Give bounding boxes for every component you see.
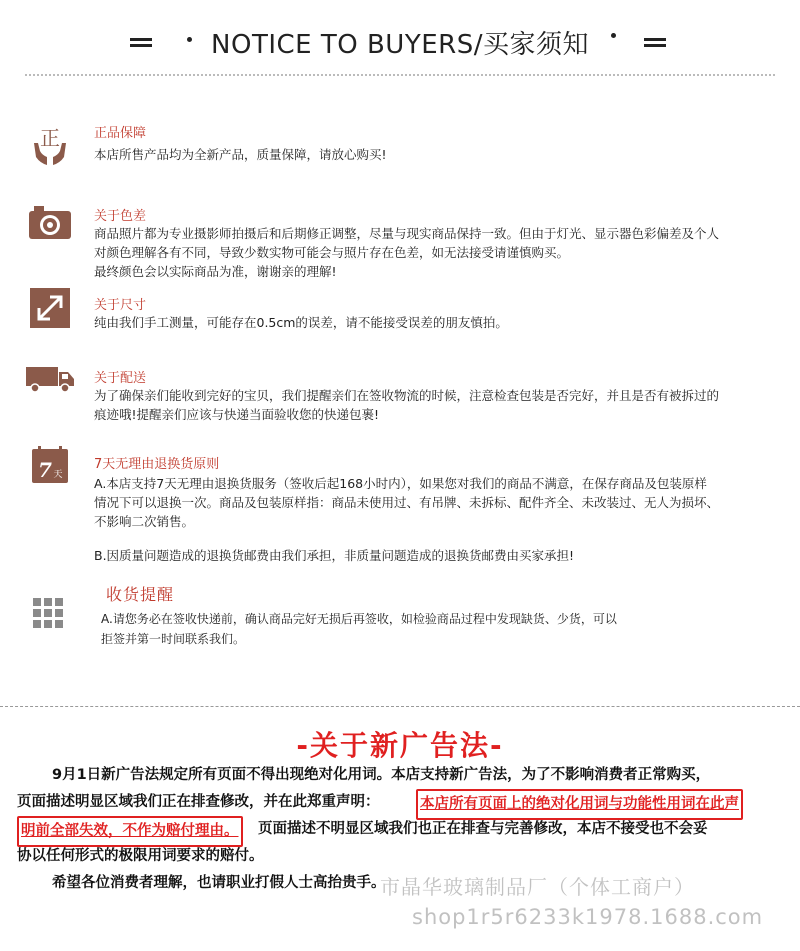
section-text-delivery-1: 为了确保亲们能收到完好的宝贝，我们提醒亲们在签收物流的时候，注意检查包装是否完好，并且是否有被拆过的 bbox=[94, 388, 720, 403]
watermark-shop-url: shop1r5r6233k1978.1688.com bbox=[412, 905, 764, 929]
section-text-return-b: B.因质量问题造成的退换货邮费由我们承担，非质量问题造成的退换货邮费由买家承担! bbox=[94, 548, 575, 563]
section-text-color-2: 对颜色理解各有不同，导致少数实物可能会与照片存在色差，如无法接受请谨慎购买。 bbox=[94, 245, 570, 260]
watermark-shop-name: 市晶华玻璃制品厂（个体工商户） bbox=[380, 875, 695, 899]
section-text-return-1: A.本店支持7天无理由退换货服务（签收后起168小时内），如果您对我们的商品不满意，在保存商品及包装原样 bbox=[94, 476, 707, 491]
section-text-return-3: 不影响二次销售。 bbox=[94, 514, 195, 529]
svg-text:正: 正 bbox=[40, 126, 60, 150]
section-title-color: 关于色差 bbox=[94, 209, 147, 224]
camera-icon bbox=[28, 205, 68, 245]
ad-law-title: -关于新广告法- bbox=[296, 729, 504, 762]
ad-law-line-3b: 页面描述不明显区域我们也正在排查与完善修改，本店不接受也不会妥 bbox=[258, 821, 708, 837]
ad-law-line-1: 9月1日新广告法规定所有页面不得出现绝对化用词。本店支持新广告法，为了不影响消费者正常购买， bbox=[52, 767, 711, 783]
section-title-delivery: 关于配送 bbox=[94, 371, 147, 386]
page-title: NOTICE TO BUYERS/买家须知 bbox=[211, 30, 589, 60]
section-text-return-2: 情况下可以退换一次。商品及包装原样指：商品未使用过、有吊牌、未拆标、配件齐全、未改装过、无人为损坏、 bbox=[94, 495, 720, 510]
section-title-receipt: 收货提醒 bbox=[106, 585, 175, 604]
section-text-receipt-1: A.请您务必在签收快递前，确认商品完好无损后再签收，如检验商品过程中发现缺货、少货，可以 bbox=[101, 612, 617, 626]
section-text-receipt-2: 拒签并第一时间联系我们。 bbox=[101, 632, 246, 646]
calendar-7-day-icon bbox=[30, 445, 70, 485]
ad-law-line-2a: 页面描述明显区域我们正在排查修改，并在此郑重声明： bbox=[17, 794, 380, 810]
ad-law-line-4: 协以任何形式的极限用词要求的赔付。 bbox=[17, 848, 264, 864]
section-title-genuine: 正品保障 bbox=[94, 126, 147, 141]
law-divider bbox=[0, 706, 800, 707]
ad-law-line-3a: 明前全部失效，不作为赔付理由。 bbox=[17, 816, 243, 847]
header-deco-right bbox=[644, 38, 666, 47]
header-dot-right bbox=[611, 33, 616, 38]
section-title-return: 7天无理由退换货原则 bbox=[94, 457, 220, 472]
svg-text:天: 天 bbox=[53, 470, 63, 480]
section-title-size: 关于尺寸 bbox=[94, 298, 147, 313]
section-text-delivery-2: 痕迹哦!提醒亲们应该与快递当面验收您的快递包裹! bbox=[94, 407, 380, 422]
ad-law-line-2b: 本店所有页面上的绝对化用词与功能性用词在此声 bbox=[416, 789, 743, 820]
grid-icon bbox=[33, 598, 73, 638]
section-text-color-1: 商品照片都为专业摄影师拍摄后和后期修正调整，尽量与现实商品保持一致。但由于灯光、显示器色彩偏差及个人 bbox=[94, 226, 720, 241]
truck-icon bbox=[25, 364, 75, 404]
section-text-color-3: 最终颜色会以实际商品为准，谢谢亲的理解! bbox=[94, 264, 337, 279]
svg-text:7: 7 bbox=[38, 458, 52, 482]
section-text-genuine: 本店所售产品均为全新产品，质量保障，请放心购买! bbox=[94, 147, 387, 162]
header-divider bbox=[25, 74, 775, 76]
ad-law-line-5: 希望各位消费者理解，也请职业打假人士高抬贵手。 bbox=[52, 875, 386, 891]
resize-arrow-icon bbox=[30, 288, 70, 328]
section-text-size: 纯由我们手工测量，可能存在0.5cm的误差，请不能接受误差的朋友慎拍。 bbox=[94, 315, 508, 330]
genuine-hands-icon bbox=[30, 125, 70, 165]
